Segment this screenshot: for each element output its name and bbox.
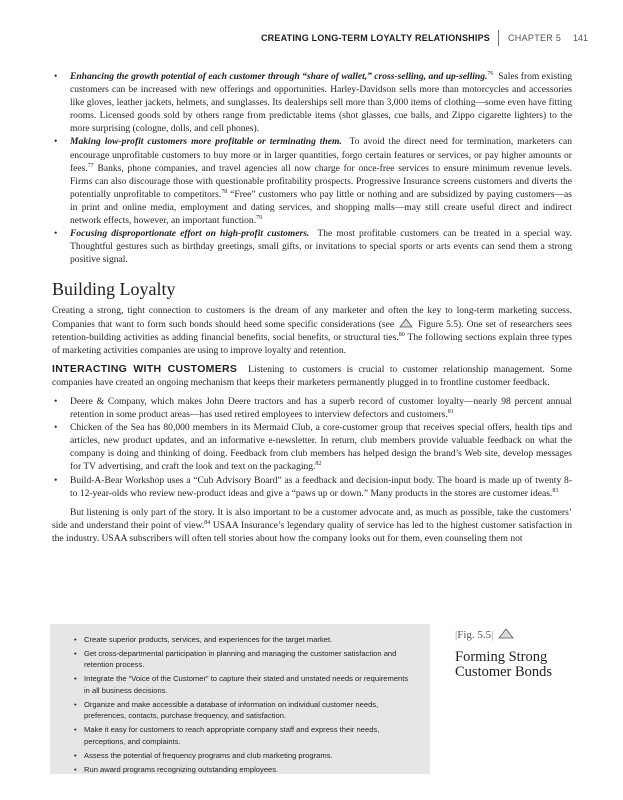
bullet-text: To avoid the direct need for termination, marketers can encourage unprofitable customers to buy more or in larger quantities, forgo certain features or services, or pay higher amounts or fees. <box>70 136 573 174</box>
figure-list-item: • Get cross-departmental participation in planning and managing the customer satisfaction and retention process. <box>74 648 416 671</box>
bullet-text: Banks, phone companies, and travel agencies all now charge for once-free services to ensure minimum revenue levels. Firms can also discourage those with questionable profitability prospects. Progressive Insurance screens customers and diverts the potentially unprofitable to competitors. <box>70 162 572 200</box>
bullet-text: Deere & Company, which makes John Deere tractors and has a superb record of customer loyalty—nearly 98 percent annual retention in some product areas—has used retired employees to interview defectors and customers. <box>70 395 572 421</box>
footnote-ref: 79 <box>256 214 263 221</box>
runin-heading: INTERACTING WITH CUSTOMERS <box>52 362 238 375</box>
footnote-ref: 76 <box>487 70 494 77</box>
section-paragraph <box>52 304 572 356</box>
bullet-text: Sales from existing customers can be increased with new offerings and opportunities. Harley-Davidson sells more than motorcycles and accessories like gloves, leather jackets, helmets, and sunglasses. Its dealerships sell more than 3,000 items of clothing—some even have fitting rooms. Licensed goods sold by others range from predictable items (shot glasses, cue balls, and Zippo cigarette lighters) to the more surprising (cologne, dolls, and cell phones). <box>70 71 572 135</box>
figure-list <box>50 624 430 775</box>
figure-label-bar: | <box>491 629 494 641</box>
paragraph-text: But listening is only part of the story. It is also important to be a customer advocate and, as much as possible, take the customers’ side and understand their point of view. <box>52 506 572 531</box>
running-head <box>0 33 623 47</box>
running-head-title: CREATING LONG-TERM LOYALTY RELATIONSHIPS <box>260 33 490 43</box>
bullet-lead: Making low-profit customers more profitable or terminating them. <box>70 136 342 148</box>
section-heading: Building Loyalty <box>52 279 176 300</box>
bullet-text: Chicken of the Sea has 80,000 members in its Mermaid Club, a core-customer group that receives special offers, health tips and articles, new product updates, and an informative e-newsletter. In return, club members provide valuable feedback on what the company is doing and thinking of doing. Feedback from club members has helped design the brand’s Web site, develop messages for TV advertising, and craft the look and text on the packaging. <box>70 422 572 473</box>
footnote-ref: 83 <box>552 487 559 494</box>
footnote-ref: 78 <box>221 188 228 195</box>
list-item <box>52 421 572 473</box>
bullet-text: Build-A-Bear Workshop uses a “Cub Advisory Board” as a feedback and decision-input body. The board is made up of twenty 8- to 12-year-olds who review new-product ideas and give a “paws up or down.” Many products in the stores are customer ideas. <box>70 474 572 499</box>
interacting-paragraph <box>52 363 572 389</box>
paragraph-text: USAA Insurance’s legendary quality of service has led to the highest customer satisfaction in the industry. USAA subscribers will often tell stories about how the company looks out for them, even counseling them not <box>52 519 572 544</box>
footnote-ref: 77 <box>87 162 94 169</box>
footnote-ref: 80 <box>398 331 405 338</box>
list-item <box>52 135 572 227</box>
closing-paragraph <box>52 506 572 545</box>
footnote-ref: 81 <box>447 408 454 415</box>
figure-label <box>455 628 516 641</box>
figure-title: Forming Strong Customer Bonds <box>455 649 553 680</box>
triangle-icon <box>399 318 413 328</box>
triangle-icon <box>498 628 514 639</box>
bullet-lead: Enhancing the growth potential of each customer through “share of wallet,” cross-selling, and up-selling. <box>70 71 488 82</box>
figure-list-item: • Assess the potential of frequency programs and club marketing programs. <box>74 750 416 761</box>
footnote-ref: 84 <box>204 519 211 526</box>
bullet-lead: Focusing disproportionate effort on high-profit customers. <box>70 228 310 240</box>
figure-list-item: • Integrate the “Voice of the Customer” to capture their stated and unstated needs or requirements in all business decisions. <box>74 673 416 696</box>
page-number: 141 <box>573 33 589 43</box>
bullet-text: “Free” customers who pay little or nothing and are subsidized by paying customers—as in print and online media, employment and dating services, and shopping malls—may still create useful direct and indirect network effects, however, an important function. <box>70 188 572 227</box>
paragraph-text: One set of researchers sees retention-building activities as adding financial benefits, social benefits, or structural ties. <box>52 318 572 343</box>
footnote-ref: 82 <box>315 461 322 468</box>
figure-list-item: • Make it easy for customers to reach appropriate company staff and express their needs, perceptions, and complaints. <box>74 724 416 747</box>
figure-list-item: • Create superior products, services, and experiences for the target market. <box>74 634 416 645</box>
figure-list-item: • Organize and make accessible a database of information on individual customer needs, preferences, contacts, purchase frequency, and satisfaction. <box>74 699 416 722</box>
figure-label-prefix: Fig. <box>457 629 475 641</box>
paragraph-text: Creating a strong, tight connection to customers is the dream of any marketer and often the key to long-term marketing success. Companies that want to form such bonds should heed some specific considerations (see <box>52 305 572 330</box>
figure-reference: Figure 5.5). <box>418 318 464 330</box>
figure-label-bar: | <box>455 629 458 641</box>
list-item <box>52 70 572 135</box>
running-head-divider <box>498 30 499 46</box>
figure-list-item: • Run award programs recognizing outstanding employees. <box>74 764 416 775</box>
paragraph-text: The following sections explain three types of marketing activities companies are using to improve loyalty and retention. <box>52 331 572 356</box>
list-item <box>52 474 572 500</box>
bullet-text: The most profitable customers can be treated in a special way. Thoughtful gestures such as birthday greetings, small gifts, or invitations to special sports or arts events can send them a strong positive signal. <box>70 228 572 266</box>
figure-box <box>50 624 430 774</box>
paragraph-text: Listening to customers is crucial to customer relationship management. Some companies have created an ongoing mechanism that keeps their marketers permanently plugged in to frontline customer feedback. <box>52 363 573 388</box>
chapter-label: CHAPTER 5 <box>508 33 562 43</box>
figure-label-number: 5.5 <box>477 629 492 641</box>
list-item <box>52 227 572 266</box>
body-text <box>52 70 572 545</box>
list-item <box>52 395 572 421</box>
